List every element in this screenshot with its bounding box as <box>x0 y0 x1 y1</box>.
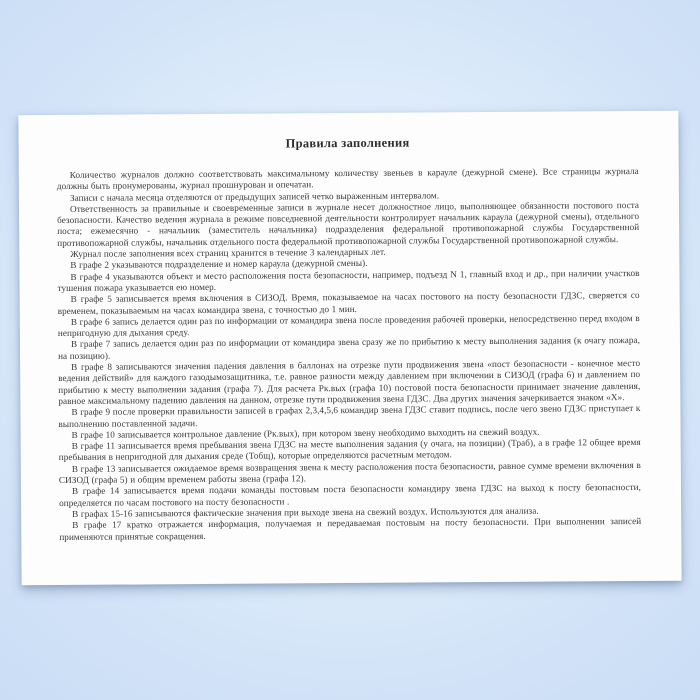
paragraph: В графе 8 записываются значения падения давления в баллонах на отрезке пути продвижения звена «пост безопасности - конечное место ведения действий» для каждого газодымозащитника, т.е. равное разности между давлением при включении в СИЗОД (графа 6) и давлением по прибытию к месту выполнении задания (графа 7). Для расчета Рк.вых (графа 10) постовой поста безопасности принимает значение давления, равное максимальному падению давления на данном, отрезке пути продвижения звена ГДЗС. Два других значения зачеркивается знаком «Х». <box>58 358 641 406</box>
paragraph: Журнал после заполнения всех страниц хранится в течение 3 календарных лет. <box>70 246 386 260</box>
paragraph: Ответственность за правильные и своевременные записи в журнале несет должностное лицо, выполняющее обязанности постового поста безопасности. Качество ведения журнала в режиме повседневной деятельности контролирует начальник караула (дежурной смены), отдельного поста; ежемесячно - начальник (заместитель начальника) подразделения федеральной противопожарной службы Государственной противопожарной службы, начальник отдельного поста федеральной противопожарной службы Государственной противопожарной службы. <box>57 199 640 248</box>
document-content <box>18 111 681 543</box>
paragraph: В графе 4 указываются объект и место расположения поста безопасности, например, подъезд N 1, главный вход и др., при наличии участков тушения пожара указывается ею номер. <box>57 267 640 294</box>
paragraph: Количество журналов должно соответствовать максимальному количеству звеньев в карауле (дежурной смене). Все страницы журнала должны быть пронумерованы, журнал прошнурован и опечатан. <box>56 165 639 192</box>
page-title: Правила заполнения <box>285 135 410 151</box>
paragraph: В графах 15-16 записываются фактические значения при выходе звена на свежий воздух. Используются для анализа. <box>72 505 539 519</box>
paragraph: В графе 11 записывается время пребывания звена ГДЗС на месте выполнения задания (у очага, на позиции) (Траб), а в графе 12 общее время пребывания в непригодной для дыхания среде (Тобщ), которые определяются расчетным методом. <box>58 437 641 463</box>
paragraph: В графе 7 запись делается один раз по информации от командира звена сразу же по прибытию к месту выполнения задания (к очагу пожара, на позицию). <box>58 335 640 361</box>
paragraph: Записи с начала месяца отделяются от предыдущих записей четко выраженным интервалом. <box>69 189 440 203</box>
paragraph: В графе 2 указываются подразделение и номер караула (дежурной смены). <box>70 258 368 271</box>
paragraph: В графе 13 записывается ожидаемое время возвращения звена к месту расположения поста безопасности, равное сумме времени включения в СИЗОД (графа 5) и общим временем работы звена (графа 12). <box>58 459 641 486</box>
paragraph: В графе 5 записывается время включения в СИЗОД. Время, показываемое на часах постового на посту безопасности ГДЗС, сверяется со временем, показываемым на часах командира звена, с точностью до 1 мин. <box>57 290 640 316</box>
paragraph: В графе 10 записывается контрольное давление (Рк.вых), при котором звену необходимо выходить на свежий воздух. <box>71 426 540 440</box>
document-page <box>18 111 681 586</box>
document-body <box>57 166 642 543</box>
paragraph: В графе 9 после проверки правильности записей в графах 2,3,4,5,6 командир звена ГДЗС ставит подпись, после чего звено ГДЗС приступает к выполнению поставленной задачи. <box>58 403 641 429</box>
paragraph: В графе 14 записывается время подачи команды постовым поста безопасности командиру звена ГДЗС на выход к посту безопасности, определяется по часам постового на посту безопасности . <box>59 482 642 508</box>
paragraph: В графе 6 запись делается один раз по информации от командира звена после проведения рабочей проверки, непосредственно перед входом в непригодную для дыхания среду. <box>57 312 640 339</box>
paragraph: В графе 17 кратко отражается информация, получаемая и передаваемая постовым на посту безопасности. При выполнении записей применяются принятые сокращения. <box>59 516 642 542</box>
